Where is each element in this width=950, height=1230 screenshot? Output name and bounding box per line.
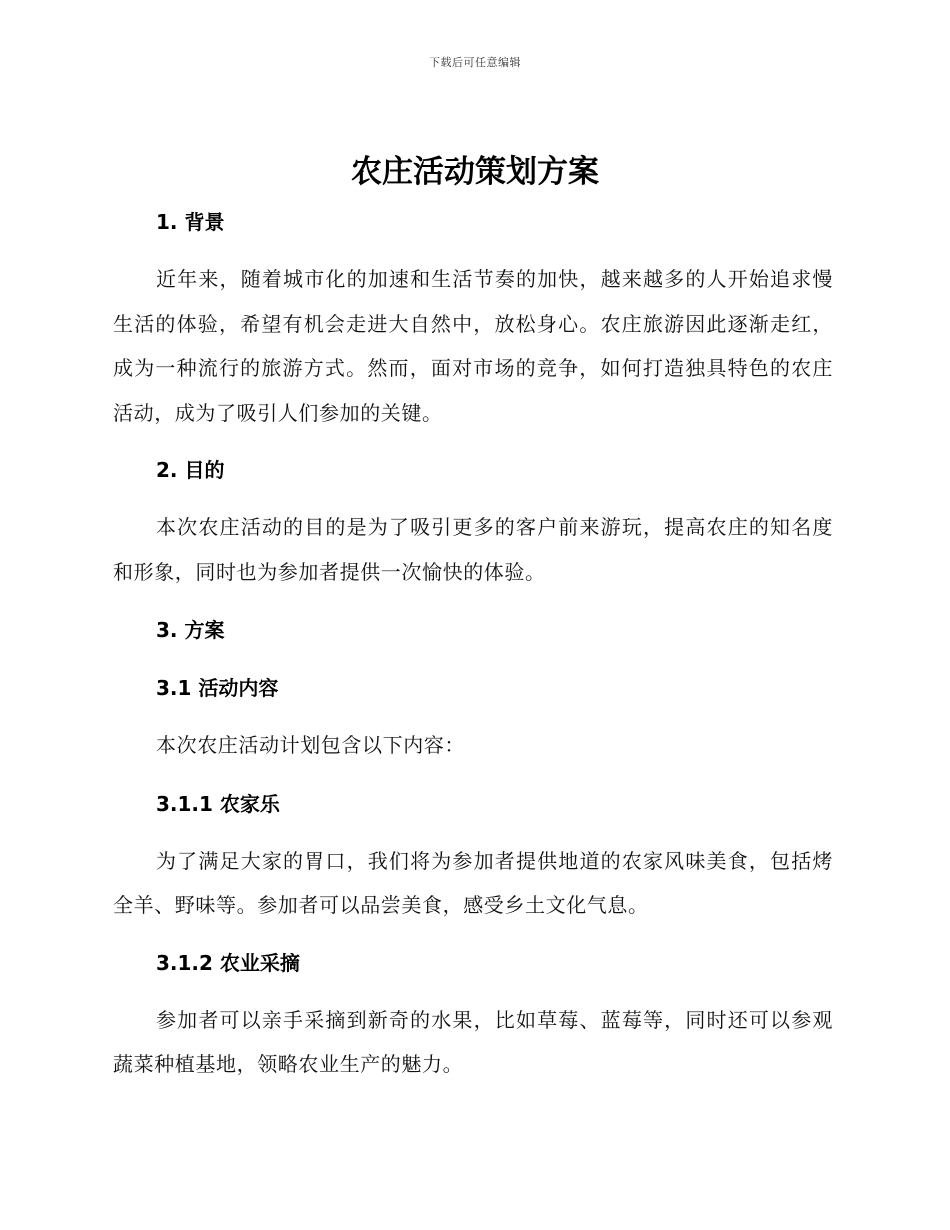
- document-title: 农庄活动策划方案: [351, 154, 599, 190]
- paragraph-farm-stay: 为了满足大家的胃口，我们将为参加者提供地道的农家风味美食，包括烤全羊、野味等。参加者可以品尝美食，感受乡土文化气息。: [113, 848, 833, 917]
- section-heading-picking: 3.1.2 农业采摘: [156, 950, 300, 975]
- paragraph-purpose: 本次农庄活动的目的是为了吸引更多的客户前来游玩，提高农庄的知名度和形象，同时也为参加者提供一次愉快的体验。: [113, 515, 833, 584]
- section-heading-farm-stay: 3.1.1 农家乐: [156, 791, 280, 816]
- section-heading-plan: 3. 方案: [156, 618, 225, 642]
- section-heading-background: 1. 背景: [156, 210, 225, 234]
- paragraph-activity-content: 本次农庄活动计划包含以下内容：: [156, 733, 465, 757]
- paragraph-picking: 参加者可以亲手采摘到新奇的水果，比如草莓、蓝莓等，同时还可以参观蔬菜种植基地，领略农业生产的魅力。: [113, 1007, 833, 1076]
- header-note: 下载后可任意编辑: [429, 56, 521, 69]
- document-body: [113, 200, 833, 1087]
- section-heading-activity-content: 3.1 活动内容: [156, 676, 279, 700]
- paragraph-background: 近年来，随着城市化的加速和生活节奏的加快，越来越多的人开始追求慢生活的体验，希望有机会走进大自然中，放松身心。农庄旅游因此逐渐走红，成为一种流行的旅游方式。然而，面对市场的竞争，如何打造独具特色的农庄活动，成为了吸引人们参加的关键。: [113, 267, 833, 425]
- section-heading-purpose: 2. 目的: [156, 458, 225, 482]
